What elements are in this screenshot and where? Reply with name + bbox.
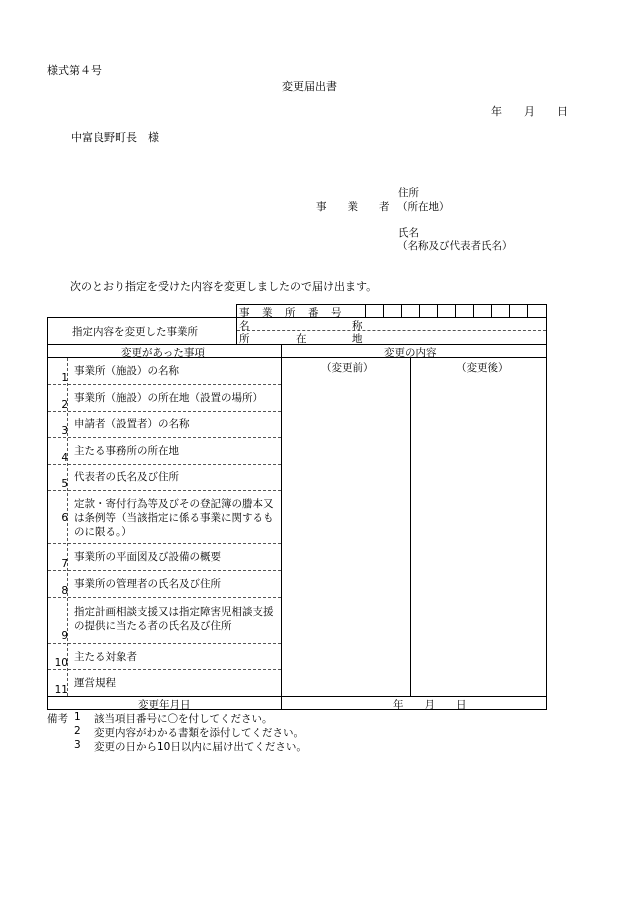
notes-label: 備考 xyxy=(47,713,68,725)
office-name-label-right: 称 xyxy=(352,320,363,332)
item-label: 申請者（設置者）の名称 xyxy=(74,418,190,430)
item-label: 定款・寄付行為等及びその登記簿の謄本又は条例等（当該指定に係る事業に関するものに限る。） xyxy=(74,498,274,538)
change-date-value: 年 月 日 xyxy=(393,699,467,711)
office-section-label: 指定内容を変更した事業所 xyxy=(72,326,198,338)
item-number: 4 xyxy=(61,452,68,464)
item-label: 代表者の氏名及び住所 xyxy=(74,471,179,483)
item-label: 事業所の管理者の氏名及び住所 xyxy=(74,578,221,590)
office-address-label-3: 地 xyxy=(352,333,363,345)
intro-text: 次のとおり指定を受けた内容を変更しましたので届け出ます。 xyxy=(70,280,378,293)
note-text: 該当項目番号に〇を付してください。 xyxy=(94,713,273,725)
item-label: 主たる対象者 xyxy=(74,651,137,663)
addressee: 中富良野町長 様 xyxy=(71,131,159,144)
note-text: 変更内容がわかる書類を添付してください。 xyxy=(94,727,304,739)
changed-content-header: 変更の内容 xyxy=(384,347,437,359)
before-header: （変更前） xyxy=(321,362,374,374)
submission-date: 年 月 日 xyxy=(491,105,568,118)
item-number: 7 xyxy=(61,558,68,570)
item-label: 事業所（施設）の所在地（設置の場所） xyxy=(74,392,263,404)
item-number: 10 xyxy=(54,657,68,669)
note-number: 3 xyxy=(74,739,81,751)
note-number: 1 xyxy=(74,711,81,723)
office-address-label-2: 在 xyxy=(296,333,307,345)
note-number: 2 xyxy=(74,725,81,737)
item-label: 主たる事務所の所在地 xyxy=(74,445,179,457)
address-note: （所在地） xyxy=(397,201,450,213)
item-label: 事業所（施設）の名称 xyxy=(74,365,179,377)
item-number: 2 xyxy=(61,399,68,411)
item-label: 指定計画相談支援又は指定障害児相談支援の提供に当たる者の氏名及び住所 xyxy=(74,606,274,632)
item-number: 6 xyxy=(61,512,68,524)
item-number: 5 xyxy=(61,478,68,490)
form-number: 様式第４号 xyxy=(47,64,102,77)
change-date-label: 変更年月日 xyxy=(138,699,191,711)
name-label: 氏名 xyxy=(398,227,419,239)
item-label: 事業所の平面図及び設備の概要 xyxy=(74,551,221,563)
changed-items-header: 変更があった事項 xyxy=(121,347,205,359)
address-label: 住所 xyxy=(398,187,419,199)
item-number: 11 xyxy=(54,684,68,696)
item-number: 8 xyxy=(61,585,68,597)
page-title: 変更届出書 xyxy=(282,80,337,93)
item-number: 3 xyxy=(61,425,68,437)
office-address-label-1: 所 xyxy=(239,333,250,345)
office-number-label: 事 業 所 番 号 xyxy=(239,307,343,319)
name-note: （名称及び代表者氏名） xyxy=(397,240,513,252)
office-name-label-left: 名 xyxy=(239,320,250,332)
item-number: 9 xyxy=(61,630,68,642)
role-label: 事 業 者 xyxy=(316,201,390,213)
after-header: （変更後） xyxy=(456,362,509,374)
item-number: 1 xyxy=(61,372,68,384)
item-label: 運営規程 xyxy=(74,677,116,689)
note-text: 変更の日から10日以内に届け出てください。 xyxy=(94,741,307,753)
